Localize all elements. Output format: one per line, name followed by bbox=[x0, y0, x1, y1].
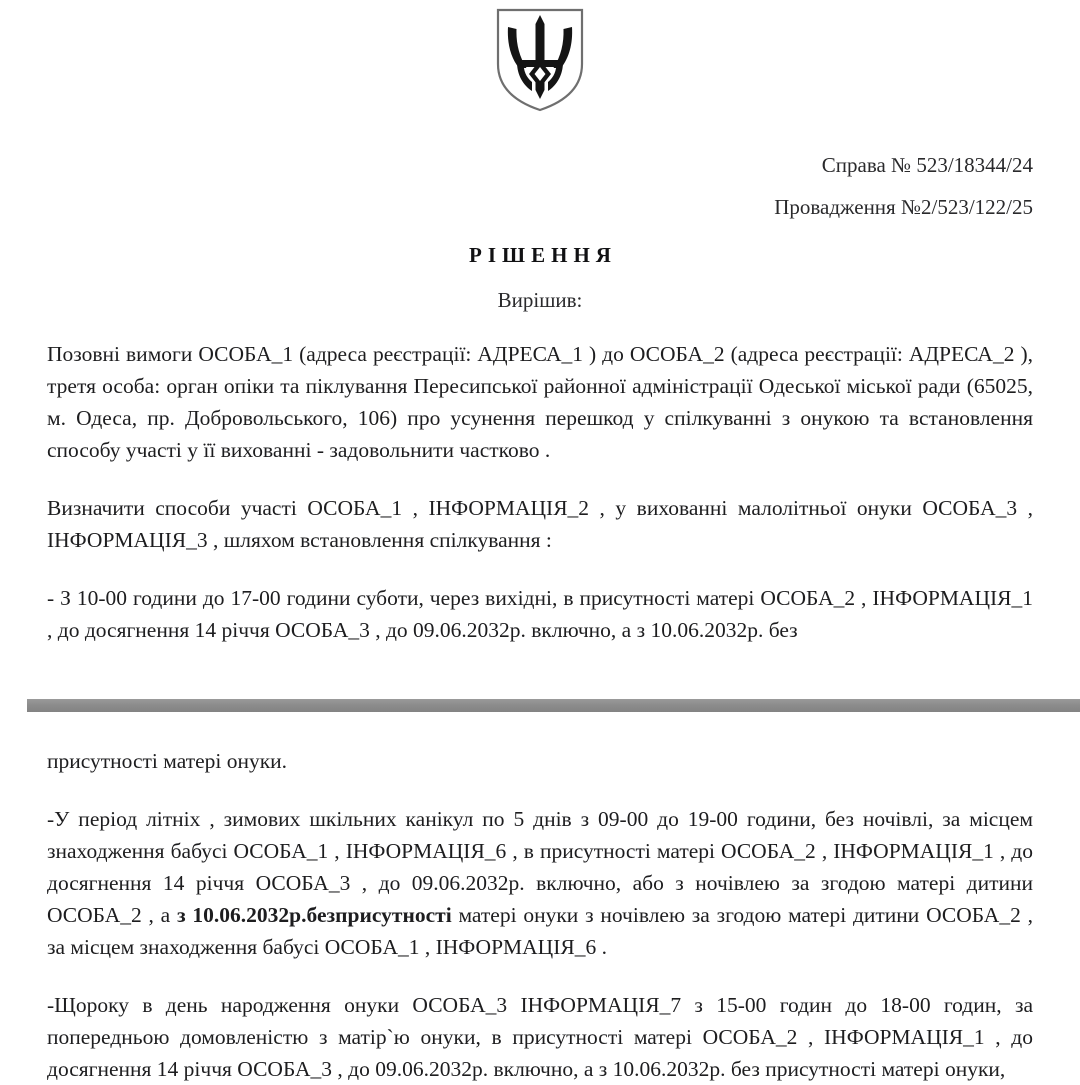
case-number: Справа № 523/18344/24 bbox=[821, 153, 1033, 177]
holiday-bold-date-clause: з 10.06.2032р.безприсутності bbox=[177, 903, 452, 927]
document-body-bottom bbox=[47, 745, 1033, 1085]
proceeding-number: Провадження №2/523/122/25 bbox=[774, 195, 1033, 219]
paragraph-birthday-schedule: -Щороку в день народження онуки ОСОБА_3 ІНФОРМАЦІЯ_7 з 15-00 годин до 18-00 годин, за попередньою домовленістю з матір`ю онуки, в присутності матері ОСОБА_2 , ІНФОРМАЦІЯ_1 , до досягнення 14 річчя ОСОБА_3 , до 09.06.2032р. включно, а з 10.06.2032р. без присутності матері онуки, bbox=[47, 993, 1033, 1081]
paragraph-participation-order: Визначити способи участі ОСОБА_1 , ІНФОРМАЦІЯ_2 , у вихованні малолітньої онуки ОСОБА_3 , ІНФОРМАЦІЯ_3 , шляхом встановлення спілкування : bbox=[47, 496, 1033, 552]
coat-of-arms-container bbox=[0, 6, 1080, 114]
page-title: РІШЕННЯ bbox=[469, 243, 617, 267]
paragraph-claims: Позовні вимоги ОСОБА_1 (адреса реєстрації: АДРЕСА_1 ) до ОСОБА_2 (адреса реєстрації: АДРЕСА_2 ), третя особа: орган опіки та піклування Пересипської районної адміністрації Одеської міської ради (65025, м. Одеса, пр. Добровольського, 106) про усунення перешкод у спілкуванні з онукою та встановлення способу участі у її вихованні - задовольнити частково . bbox=[47, 342, 1033, 462]
paragraph-school-holidays bbox=[47, 803, 1033, 963]
ukrainian-coat-of-arms-tryzub-icon bbox=[494, 6, 586, 114]
case-number-block bbox=[47, 155, 1033, 218]
holiday-text-before-bold: -У період літніх , зимових шкільних канікул по 5 днів з 09-00 до 19-00 години, без ночівлі, за місцем знаходження бабусі ОСОБА_1 , ІНФОРМАЦІЯ_6 , в присутності матері ОСОБА_2 , ІНФОРМАЦІЯ_1 , до досягнення 14 річчя ОСОБА_3 , до 09.06.2032р. включно, або з ночівлею за згодою матері дитини ОСОБА_2 , а bbox=[47, 807, 1033, 927]
holiday-text-after-bold: матері онуки з ночівлею за згодою матері дитини ОСОБА_2 , за місцем знаходження бабусі ОСОБА_1 , ІНФОРМАЦІЯ_6 . bbox=[47, 903, 1033, 959]
paragraph-continuation: присутності матері онуки. bbox=[47, 749, 288, 773]
page-break-separator bbox=[27, 699, 1080, 712]
verdict-heading: Вирішив: bbox=[497, 288, 583, 312]
paragraph-saturday-schedule: - З 10-00 години до 17-00 години суботи, через вихідні, в присутності матері ОСОБА_2 , ІНФОРМАЦІЯ_1 , до досягнення 14 річчя ОСОБА_3 , до 09.06.2032р. включно, а з 10.06.2032р. без bbox=[47, 586, 1033, 642]
document-body-top bbox=[47, 338, 1033, 646]
